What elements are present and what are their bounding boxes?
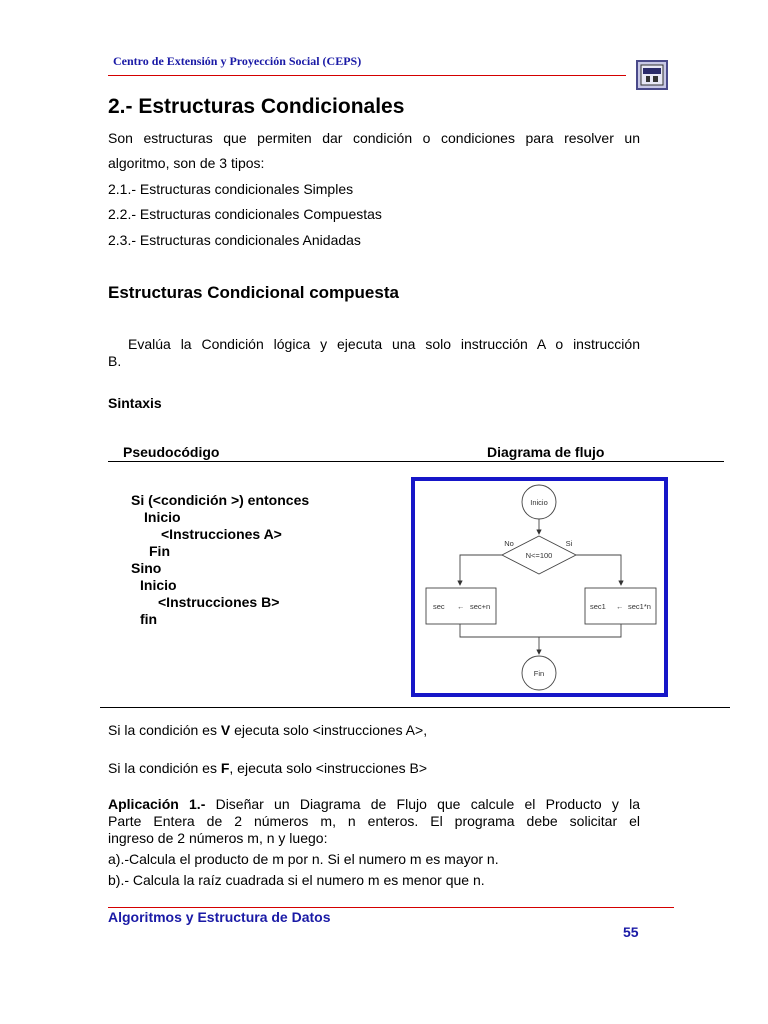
pseudo-line: Sino bbox=[131, 560, 162, 576]
condition-v-sentence bbox=[108, 722, 427, 738]
application-label: Aplicación 1.- bbox=[108, 796, 206, 812]
flowchart-frame bbox=[411, 477, 668, 697]
footer-title: Algoritmos y Estructura de Datos bbox=[108, 909, 331, 925]
page-title: 2.- Estructuras Condicionales bbox=[108, 95, 405, 118]
left-box-expr: sec+n bbox=[470, 602, 491, 611]
dfd-logo-icon bbox=[636, 60, 668, 90]
no-label: No bbox=[504, 539, 514, 548]
pseudo-line: Inicio bbox=[140, 577, 177, 593]
condition-label: N<=100 bbox=[525, 551, 553, 560]
pseudo-line: <Instrucciones A> bbox=[161, 526, 282, 542]
list-item: 2.1.- Estructuras condicionales Simples bbox=[108, 181, 354, 197]
section-divider bbox=[100, 707, 730, 708]
application-text: Diseñar un Diagrama de Flujo que calcule el Producto y la bbox=[205, 796, 640, 812]
cond-v-key: V bbox=[220, 722, 231, 738]
footer-divider bbox=[108, 907, 674, 908]
sintaxis-label: Sintaxis bbox=[108, 395, 162, 411]
description-line-1: Evalúa la Condición lógica y ejecuta una solo instrucción A o instrucción bbox=[128, 336, 640, 352]
yes-label: Si bbox=[565, 539, 573, 548]
pseudo-line: Inicio bbox=[144, 509, 181, 525]
pseudo-line: <Instrucciones B> bbox=[158, 594, 280, 610]
column-header-flowchart: Diagrama de flujo bbox=[487, 444, 605, 460]
flowchart-diagram bbox=[415, 481, 664, 693]
intro-line-2: algoritmo, son de 3 tipos: bbox=[108, 155, 265, 171]
arrow-glyph: ← bbox=[616, 602, 624, 611]
description-line-2: B. bbox=[108, 353, 122, 369]
application-line-3: ingreso de 2 números m, n y luego: bbox=[108, 830, 328, 846]
header-title: Centro de Extensión y Proyección Social (CEPS) bbox=[113, 54, 362, 68]
intro-line-1: Son estructuras que permiten dar condición o condiciones para resolver un bbox=[108, 130, 640, 146]
column-header-pseudocode: Pseudocódigo bbox=[123, 444, 220, 460]
condition-f-sentence bbox=[108, 760, 427, 776]
right-box-expr: sec1*n bbox=[628, 602, 651, 611]
list-item: 2.3.- Estructuras condicionales Anidadas bbox=[108, 232, 361, 248]
pseudo-line: fin bbox=[140, 611, 158, 627]
cond-v-pre: Si la condición es bbox=[108, 722, 221, 738]
cond-v-post: ejecuta solo <instrucciones A>, bbox=[230, 722, 428, 738]
pseudo-line: Fin bbox=[149, 543, 170, 559]
pseudo-line: Si (<condición >) entonces bbox=[131, 492, 310, 508]
section-title: Estructuras Condicional compuesta bbox=[108, 283, 399, 302]
header-divider bbox=[108, 75, 626, 76]
cond-f-post: , ejecuta solo <instrucciones B> bbox=[229, 760, 428, 776]
start-label: Inicio bbox=[530, 498, 548, 507]
application-line-4: a).-Calcula el producto de m por n. Si el numero m es mayor n. bbox=[108, 851, 499, 867]
right-box-var: sec1 bbox=[590, 602, 606, 611]
list-item: 2.2.- Estructuras condicionales Compuestas bbox=[108, 206, 382, 222]
application-line-1 bbox=[108, 796, 640, 812]
cond-f-pre: Si la condición es bbox=[108, 760, 221, 776]
left-box-var: sec bbox=[433, 602, 445, 611]
end-label: Fin bbox=[533, 669, 545, 678]
arrow-glyph: ← bbox=[457, 602, 465, 611]
cond-f-key: F bbox=[220, 760, 230, 776]
column-divider bbox=[108, 461, 724, 462]
application-line-2: Parte Entera de 2 números m, n enteros. El programa debe solicitar el bbox=[108, 813, 640, 829]
page-number: 55 bbox=[623, 924, 639, 940]
application-line-5: b).- Calcula la raíz cuadrada si el numero m es menor que n. bbox=[108, 872, 485, 888]
